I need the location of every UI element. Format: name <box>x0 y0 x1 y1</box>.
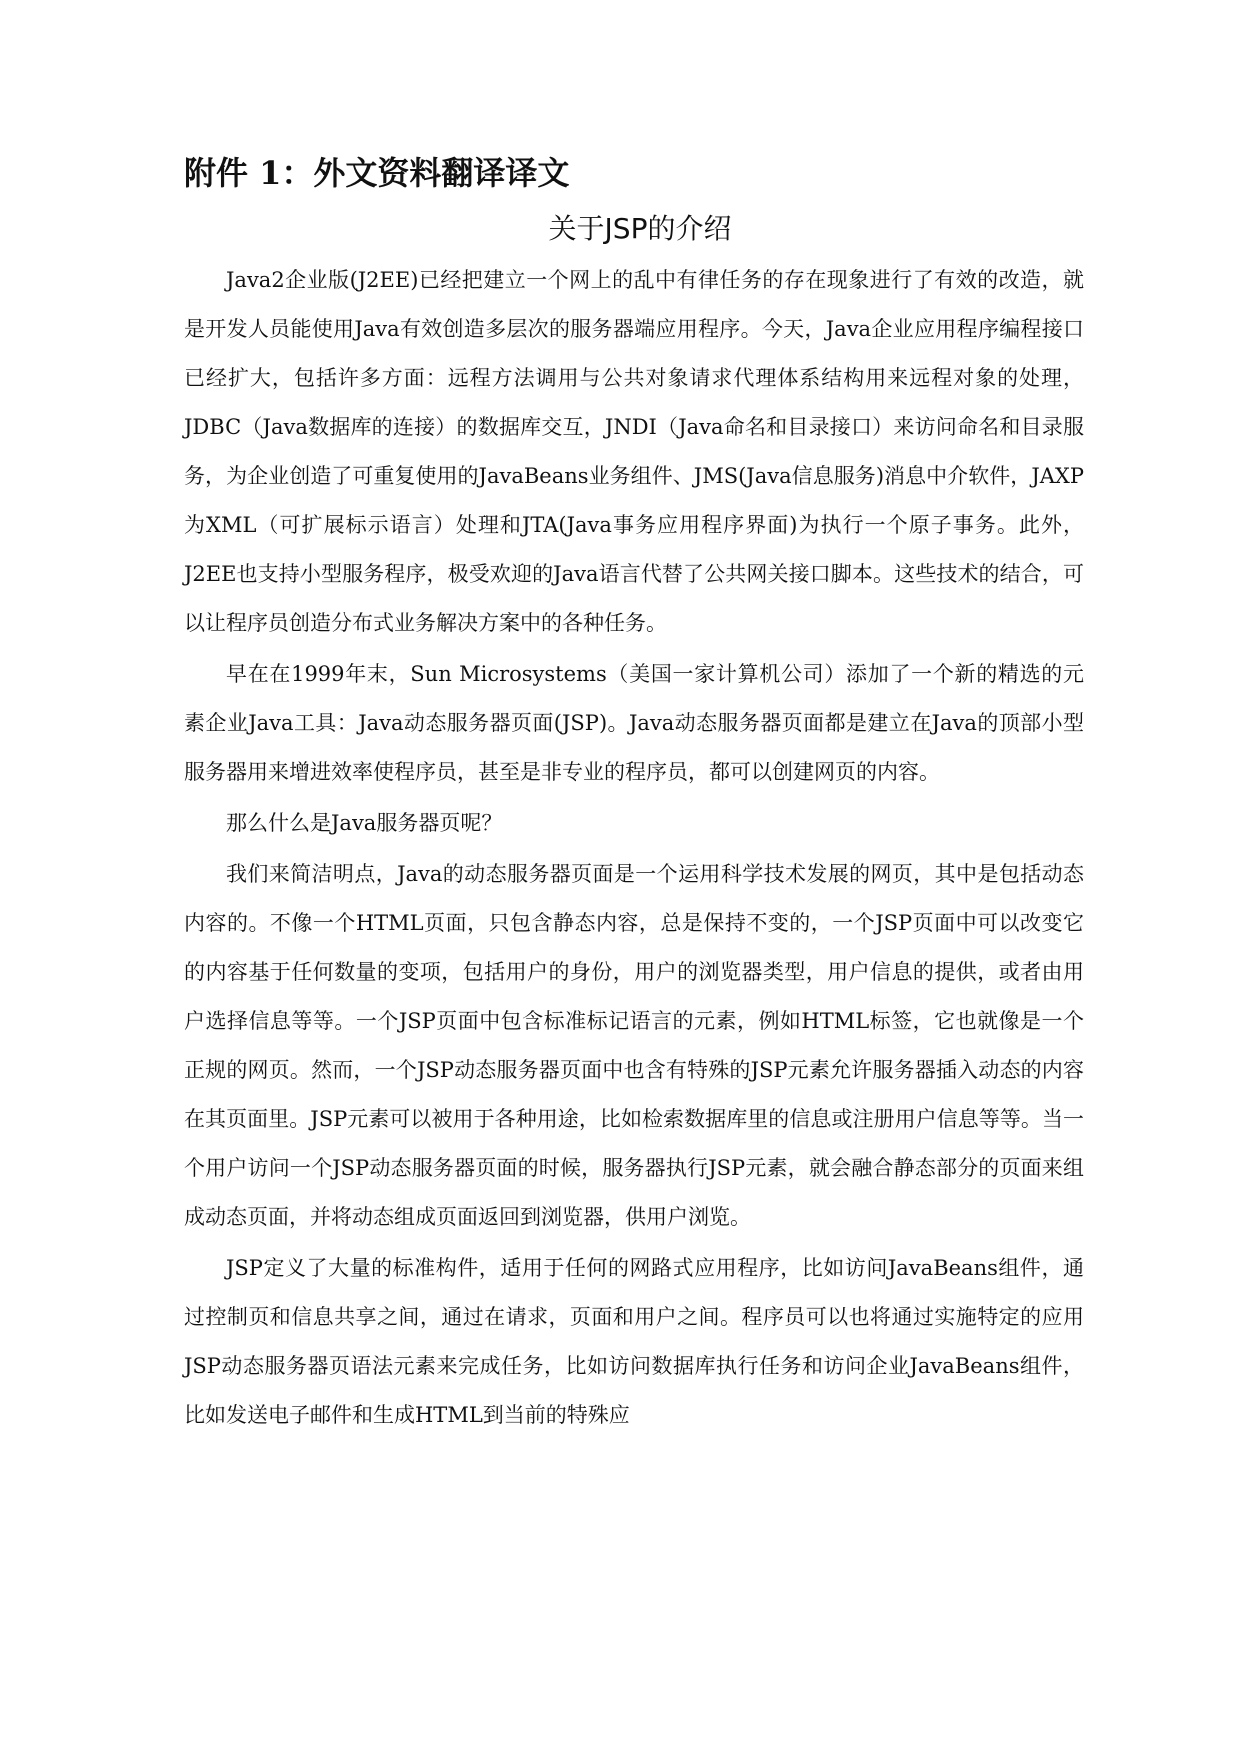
document-body <box>184 148 1084 1440</box>
paragraph-question: 那么什么是Java服务器页呢？ <box>226 811 503 835</box>
document-title: 关于JSP的介绍 <box>548 212 732 245</box>
paragraph-definition: 我们来简洁明点，Java的动态服务器页面是一个运用科学技术发展的网页，其中是包括动态内容的。不像一个HTML页面，只包含静态内容，总是保持不变的，一个JSP页面中可以改变它的内容基于任何数量的变项，包括用户的身份，用户的浏览器类型，用户信息的提供，或者由用户选择信息等等。一个JSP页面中包含标准标记语言的元素，例如HTML标签，它也就像是一个正规的网页。然而，一个JSP动态服务器页面中也含有特殊的JSP元素允许服务器插入动态的内容在其页面里。JSP元素可以被用于各种用途，比如检索数据库里的信息或注册用户信息等等。当一个用户访问一个JSP动态服务器页面的时候，服务器执行JSP元素，就会融合静态部分的页面来组成动态页面，并将动态组成页面返回到浏览器，供用户浏览。 <box>184 862 1084 1229</box>
paragraph-components: JSP定义了大量的标准构件，适用于任何的网路式应用程序，比如访问JavaBeans组件，通过控制页和信息共享之间，通过在请求，页面和用户之间。程序员可以也将通过实施特定的应用JSP动态服务器页语法元素来完成任务，比如访问数据库执行任务和访问企业JavaBeans组件，比如发送电子邮件和生成HTML到当前的特殊应 <box>184 1256 1084 1427</box>
paragraph-history: 早在在1999年末，Sun Microsystems（美国一家计算机公司）添加了一个新的精选的元素企业Java工具：Java动态服务器页面(JSP)。Java动态服务器页面都是建立在Java的顶部小型服务器用来增进效率使程序员，甚至是非专业的程序员，都可以创建网页的内容。 <box>184 662 1084 784</box>
paragraph-intro: Java2企业版(J2EE)已经把建立一个网上的乱中有律任务的存在现象进行了有效的改造，就是开发人员能使用Java有效创造多层次的服务器端应用程序。今天，Java企业应用程序编程接口已经扩大，包括许多方面：远程方法调用与公共对象请求代理体系结构用来远程对象的处理，JDBC（Java数据库的连接）的数据库交互，JNDI（Java命名和目录接口）来访问命名和目录服务，为企业创造了可重复使用的JavaBeans业务组件、JMS(Java信息服务)消息中介软件，JAXP为XML（可扩展标示语言）处理和JTA(Java事务应用程序界面)为执行一个原子事务。此外，J2EE也支持小型服务程序，极受欢迎的Java语言代替了公共网关接口脚本。这些技术的结合，可以让程序员创造分布式业务解决方案中的各种任务。 <box>184 268 1084 635</box>
attachment-heading: 附件 1：外文资料翻译译文 <box>184 154 570 192</box>
